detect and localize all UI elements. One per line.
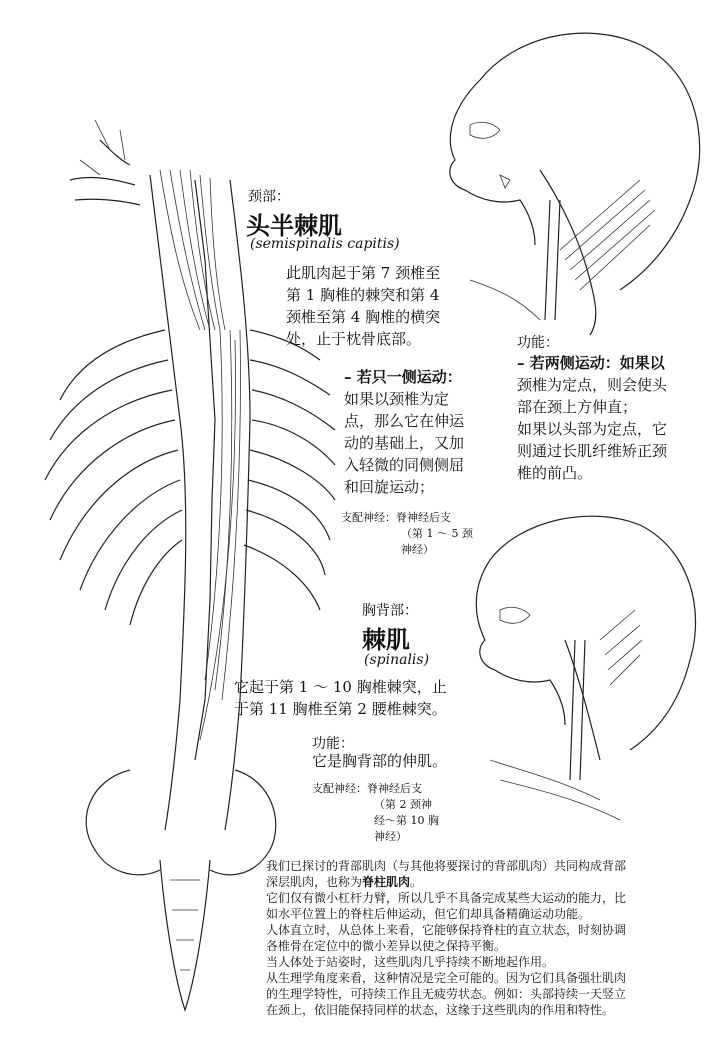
summary-line-2: 深层肌肉，也称为脊柱肌肉。 xyxy=(266,875,423,889)
thoracic-origin-text: 它起于第 1 ～ 10 胸椎棘突，止 于第 11 胸椎至第 2 腰椎棘突。 xyxy=(234,678,447,718)
neck-bilateral-text: – 若两侧运动：如果以 颈椎为定点，则会使头 部在颈上方伸直； 如果以头部为定点，它 则通过长肌纤维矫正颈 椎的前凸。 xyxy=(517,354,668,482)
thoracic-muscle-latin: (spinalis) xyxy=(364,652,430,668)
neck-origin-text: 此肌肉起于第 7 颈椎至 第 1 胸椎的棘突和第 4 颈椎至第 4 胸椎的横突 处，止于枕骨底部。 xyxy=(286,264,441,348)
spinal-muscles-term: 脊柱肌肉 xyxy=(362,875,411,889)
neck-function-label: 功能： xyxy=(517,335,559,351)
pelvis xyxy=(86,770,276,1010)
neck-muscle-latin: (semispinalis capitis) xyxy=(250,236,400,252)
thoracic-function-text: 它是胸背部的伸肌。 xyxy=(312,752,448,770)
thoracic-function-label: 功能： xyxy=(312,736,354,752)
thoracic-region-label: 胸背部： xyxy=(362,603,418,619)
neck-nerve-text: 支配神经：脊神经后支 （第 1 ～ 5 颈 神经） xyxy=(341,511,473,556)
skull-illustration-top xyxy=(450,33,700,335)
vertebral-column xyxy=(150,175,250,830)
semispinalis-fibers xyxy=(160,170,225,330)
thoracic-muscle-name: 棘肌 xyxy=(362,625,410,654)
neck-region-label: 颈部： xyxy=(248,189,290,205)
skull-illustration-bottom xyxy=(476,516,695,820)
neck-muscle-name: 头半棘肌 xyxy=(246,211,342,240)
summary-paragraph: 我们已探讨的背部肌肉（与其他将要探讨的背部肌肉）共同构成背部 深层肌肉，也称为脊柱肌肉。 它们仅有微小杠杆力臂，所以几乎不具备完成某些大运动的能力，比 如水平位置上的脊柱后伸运动，但它们却具备精确运动功能。 人体直立时，从总体上来看，它能够保持脊柱的直立状态，时刻协调 各椎骨在定位中的微小差异以使之保持平衡。 当人体处于站姿时，这些肌肉几乎持续不断地起作用。 从生理学角度来看，这种情况是完全可能的。因为它们具备强壮肌肉 的生理学特性，可持续工作且无疲劳状态。例如：头部持续一天竖立 在颈上，依旧能保持同样的状态，这缘于这些肌肉的作用和特性。 xyxy=(266,858,706,1018)
ribs-left xyxy=(45,330,182,625)
neck-unilateral-text: – 若只一侧运动： 如果以颈椎为定 点，那么它在伸运 动的基础上，又加 入轻微的同侧侧屈 和回旋运动； xyxy=(344,368,465,496)
ribs-right xyxy=(244,330,335,610)
thoracic-nerve-text: 支配神经：脊神经后支 （第 2 颈神 经～第 10 胸 神经） xyxy=(312,782,439,843)
